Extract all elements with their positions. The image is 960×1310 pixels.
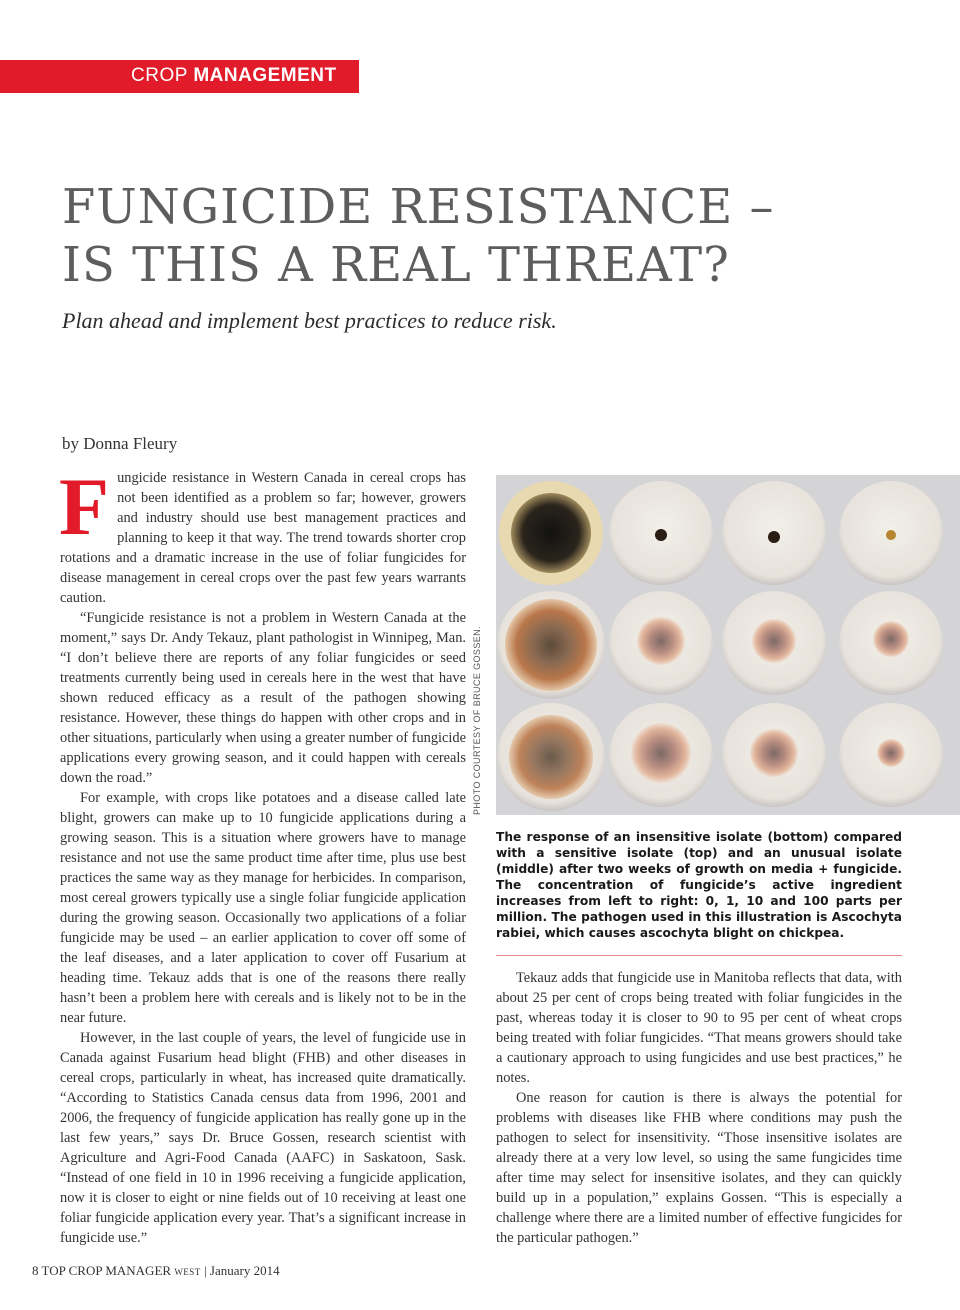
drop-cap: F [59, 461, 110, 552]
petri-dish-photo [496, 475, 960, 815]
petri-dish-grid [496, 475, 960, 815]
section-label-bold: MANAGEMENT [193, 65, 337, 86]
headline-line-2: IS THIS A REAL THREAT? [62, 237, 730, 293]
article-paragraph-3: For example, with crops like potatoes and a disease called late blight, growers can make up to 10 fungicide applications during a growing season. This is a situation where growers have to manage resistance and not use the same product time after time, plus use best practices the same way as they manage for herbicides. In comparison, most cereal growers typically use a single foliar fungicide application during the growing season. Occasionally two applications of a foliar fungicide may be used – an earlier application to cover off some of the leaf diseases, and a later application to cover off Fusarium at heading time. Tekauz adds that is one of the reasons there really hasn’t been a problem here with cereals and is likely not to be in the near future. [60, 790, 466, 1026]
deck: Plan ahead and implement best practices to reduce risk. [62, 308, 557, 333]
footer-separator: | [204, 1263, 207, 1278]
dish-row-top [499, 481, 943, 585]
article-right-column [496, 968, 902, 1248]
photo-credit: PHOTO COURTESY OF BRUCE GOSSEN. [472, 626, 482, 815]
section-tab [0, 60, 359, 93]
photo-caption: The response of an insensitive isolate (bottom) compared with a sensitive isolate (top) and an unusual isolate (middle) after two weeks of growth on media + fungicide. The concentration of fungicide’s active ingredient increases from left to right: 0, 1, 10 and 100 parts per million. The pathogen used in this illustration is Ascochyta rabiei, which causes ascochyta blight on chickpea. [496, 830, 902, 940]
caption-divider [496, 955, 902, 956]
section-label [131, 65, 337, 87]
article-paragraph-5: Tekauz adds that fungicide use in Manitoba reflects that data, with about 25 per cent of crops being treated with foliar fungicides in the past, whereas today it is closer to 90 to 95 per cent of wheat crops being treated with foliar fungicides. “That means growers should take a cautionary approach to using fungicides and use best practices,” he notes. [496, 970, 902, 1086]
issue-date: January 2014 [209, 1263, 280, 1278]
paragraph-text: ungicide resistance in Western Canada in cereal crops has not been identified as a problem so far; however, growers and industry should use best management practices and planning to keep it that way. The trend towards shorter crop rotations and a dramatic increase in the use of foliar fungicides for disease management in cereal crops over the past few years warrants caution. [60, 470, 466, 606]
dish-row-bottom [497, 703, 943, 811]
dish-row-middle [497, 591, 943, 699]
magazine-edition: WEST [174, 1267, 201, 1277]
article-left-column [59, 461, 467, 1248]
headline [62, 178, 922, 294]
article-paragraph-2: “Fungicide resistance is not a problem in Western Canada at the moment,” says Dr. Andy Tekauz, plant pathologist in Winnipeg, Man. “I don’t believe there are reports of any foliar fungicides or seed treatments currently being used in cereals here in the west that have shown reduced efficacy as a result of the pathogen showing resistance. However, these things do happen with other crops and in other situations, particularly when using a greater number of fungicide applications every growing season, and it could happen with cereals down the road.” [60, 610, 467, 786]
magazine-name: TOP CROP MANAGER [41, 1263, 172, 1278]
page-number: 8 [32, 1263, 39, 1278]
article-paragraph-4: However, in the last couple of years, the level of fungicide use in Canada against Fusarium head blight (FHB) and other diseases in cereal crops, particularly in wheat, has increased quite dramatically. “According to Statistics Canada census data from 1996, 2001 and 2006, the frequency of fungicide application has really gone up in the last few years,” says Dr. Bruce Gossen, research scientist with Agriculture and Agri-Food Canada (AAFC) in Saskatoon, Sask. “Instead of one field in 10 in 1996 receiving a fungicide application, now it is closer to eight or nine fields out of 10 receiving at least one foliar fungicide application every year. That’s a significant increase in fungicide use.” [60, 1030, 466, 1246]
section-label-light: CROP [131, 65, 194, 86]
byline: by Donna Fleury [62, 434, 178, 453]
article-paragraph-6: One reason for caution is there is always the potential for problems with diseases like FHB where conditions may push the pathogen to select for insensitivity. “Those insensitive isolates are already there at a very low level, so using the same fungicides time after time may select for insensitive isolates, and they can quickly build up in a population,” explains Gossen. “This is especially a challenge where there are a limited number of effective fungicides for the particular pathogen.” [496, 1090, 902, 1246]
headline-line-1: FUNGICIDE RESISTANCE – [62, 179, 775, 235]
page-footer [32, 1263, 280, 1279]
article-paragraph-1 [59, 461, 466, 608]
